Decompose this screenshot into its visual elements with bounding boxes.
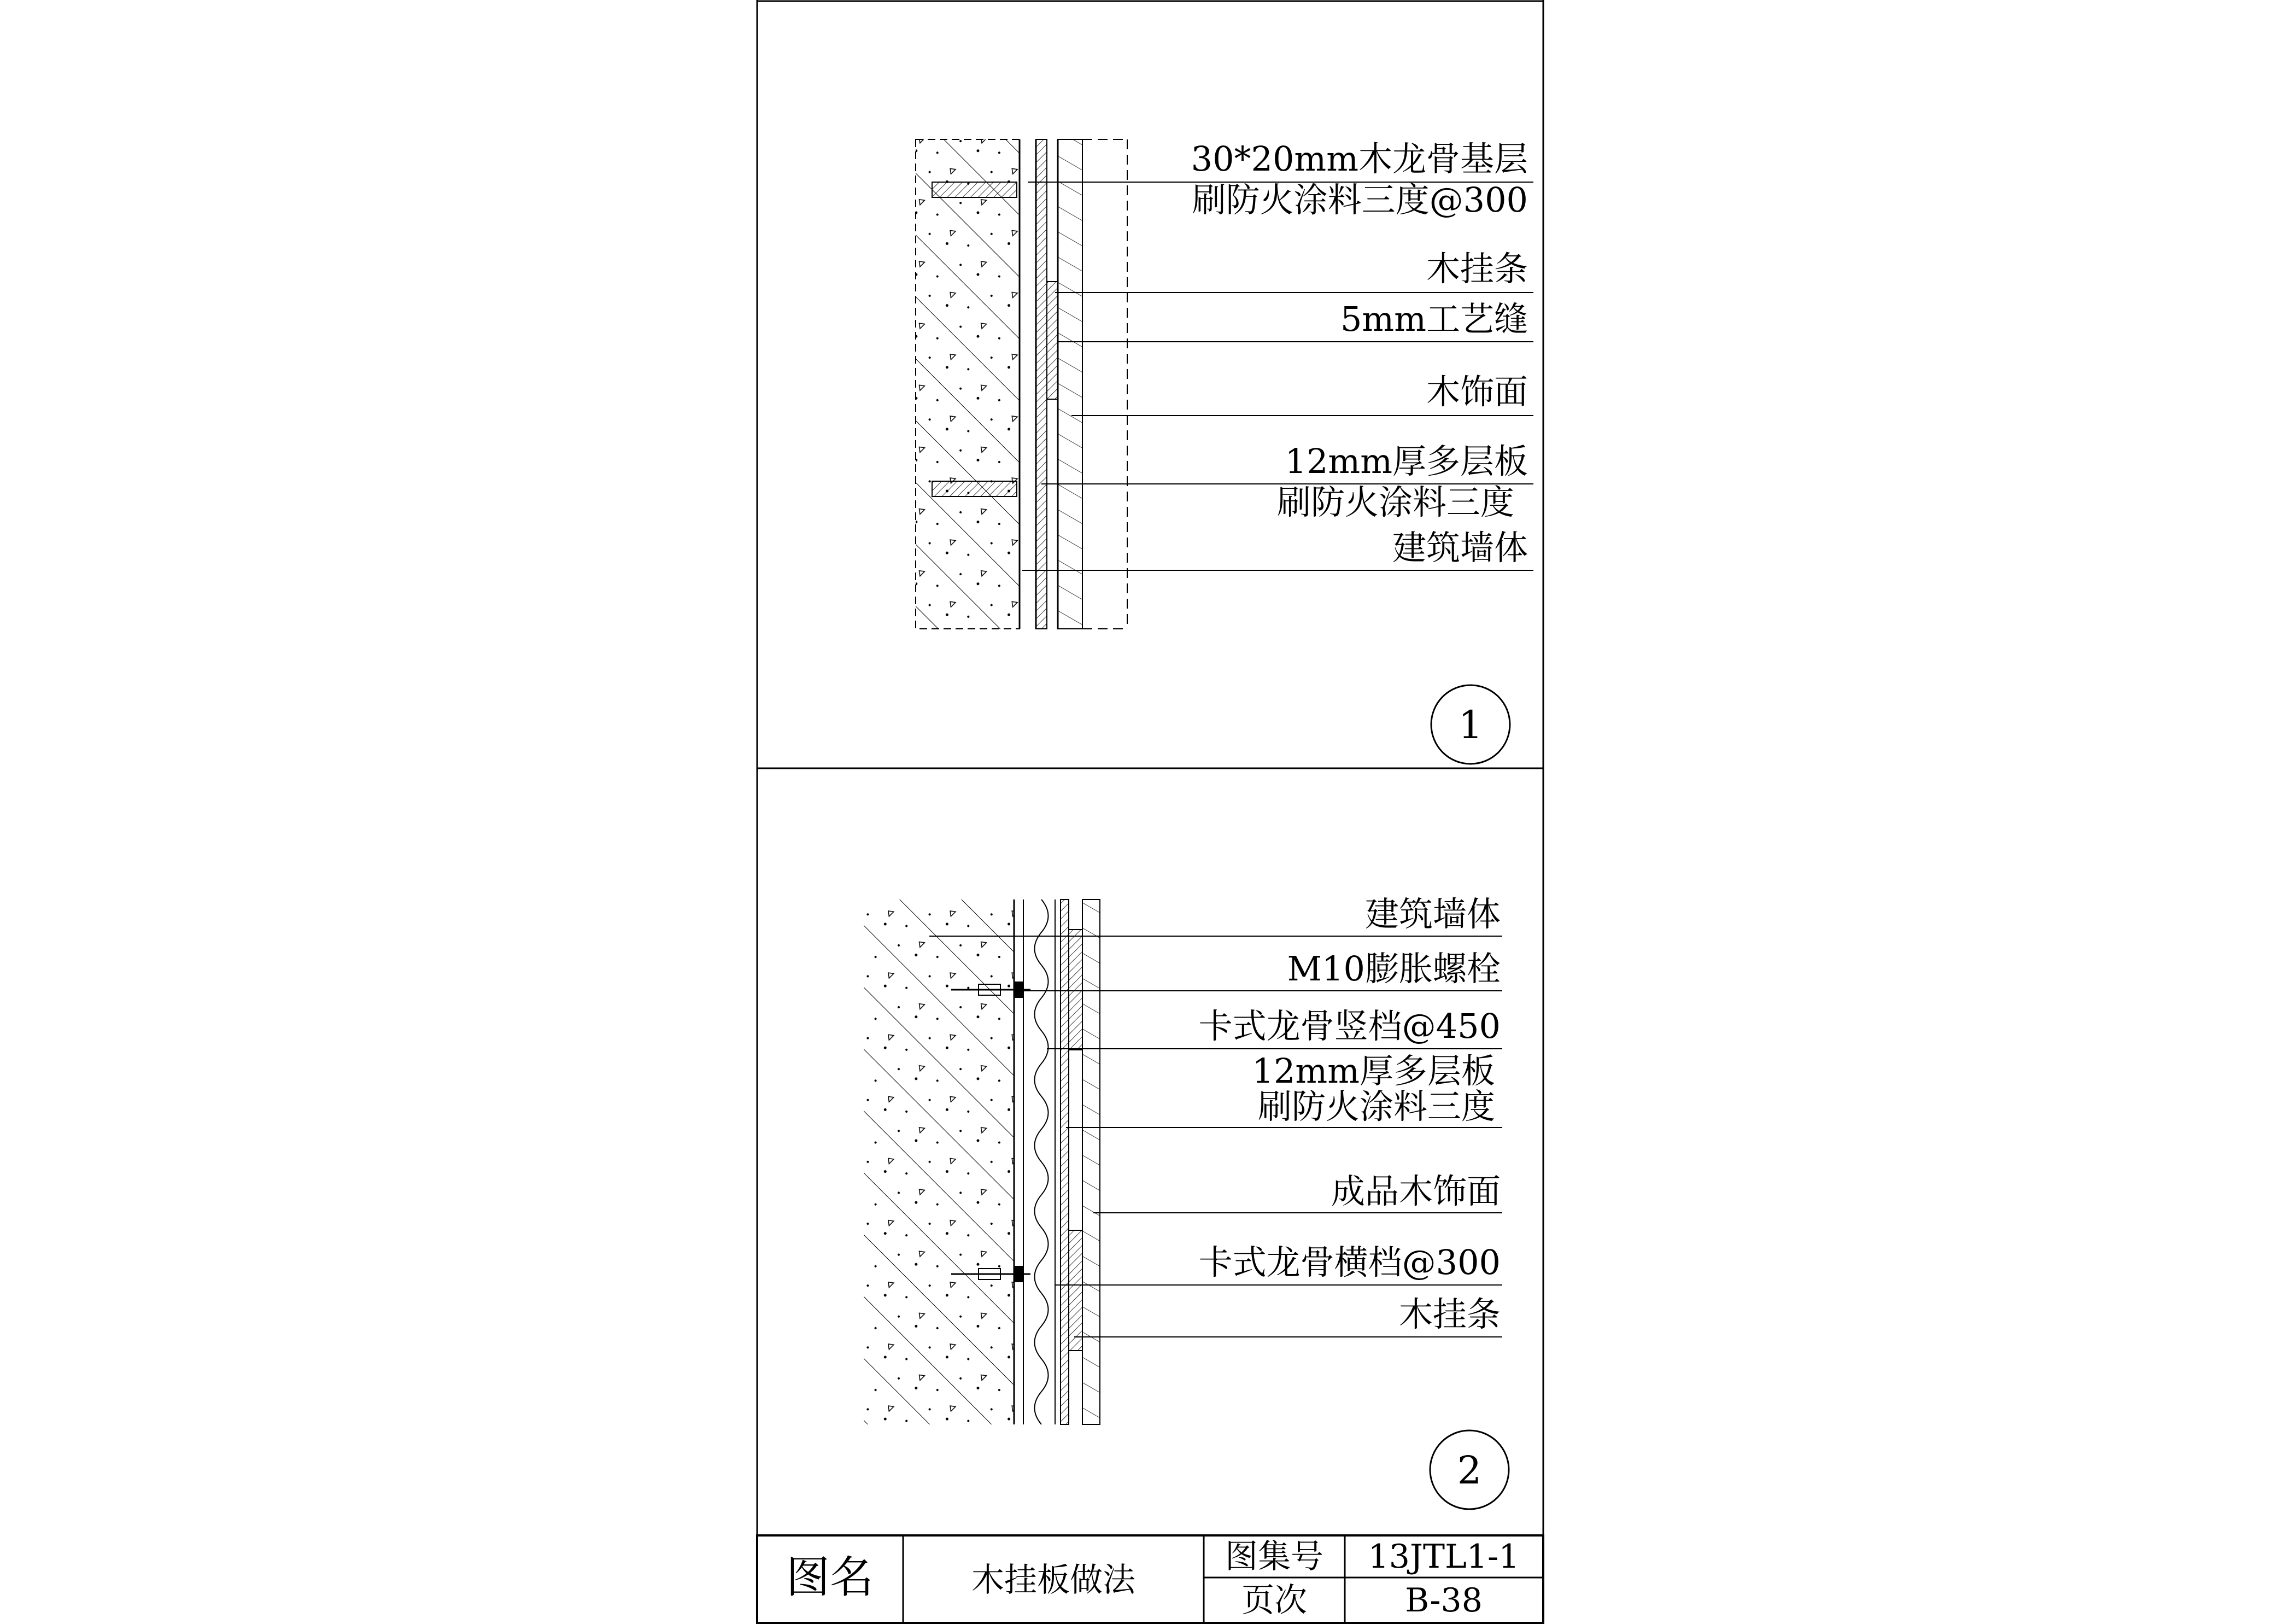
atlas-number-label: 图集号 <box>1225 1538 1323 1576</box>
detail-1-number: 1 <box>1458 703 1483 747</box>
page-label: 页次 <box>1241 1581 1307 1620</box>
detail-2-labels <box>1199 894 1501 1334</box>
d1-label-fireproof: 刷防火涂料三度 <box>1276 482 1514 522</box>
detail-2-number: 2 <box>1457 1448 1482 1493</box>
d2-label-fireproof: 刷防火涂料三度 <box>1257 1086 1495 1126</box>
title-name-label: 图名 <box>786 1552 874 1603</box>
d2-label-hanging-strip: 木挂条 <box>1398 1294 1501 1334</box>
detail-2-section <box>864 899 1100 1424</box>
d2-label-wall: 建筑墙体 <box>1364 894 1501 934</box>
page-value: B-38 <box>1405 1581 1483 1620</box>
d1-label-fireproof-300: 刷防火涂料三度@300 <box>1192 180 1528 220</box>
detail-1-section <box>916 139 1127 629</box>
d2-label-horizontal-keel: 卡式龙骨横档@300 <box>1198 1242 1501 1282</box>
d2-label-bolt: M10膨胀螺栓 <box>1287 949 1501 989</box>
d1-label-keel: 30*20mm木龙骨基层 <box>1191 139 1528 179</box>
detail-1-number-bubble <box>1431 685 1510 764</box>
d1-label-wood-veneer: 木饰面 <box>1426 372 1528 412</box>
d1-label-hanging-strip: 木挂条 <box>1426 249 1528 289</box>
d1-label-wall: 建筑墙体 <box>1392 528 1528 568</box>
atlas-number-value: 13JTL1-1 <box>1368 1538 1520 1576</box>
d1-label-5mm-gap: 5mm工艺缝 <box>1340 299 1528 339</box>
d2-label-finished-veneer: 成品木饰面 <box>1331 1171 1501 1211</box>
title-block <box>757 1535 1543 1623</box>
d2-label-vertical-keel: 卡式龙骨竖档@450 <box>1198 1006 1501 1046</box>
detail-2-number-bubble <box>1430 1430 1509 1509</box>
d1-label-12mm-plywood: 12mm厚多层板 <box>1285 441 1528 481</box>
detail-1-labels <box>1191 139 1528 568</box>
title-name-value: 木挂板做法 <box>971 1561 1135 1599</box>
d2-label-12mm-plywood: 12mm厚多层板 <box>1252 1051 1495 1091</box>
